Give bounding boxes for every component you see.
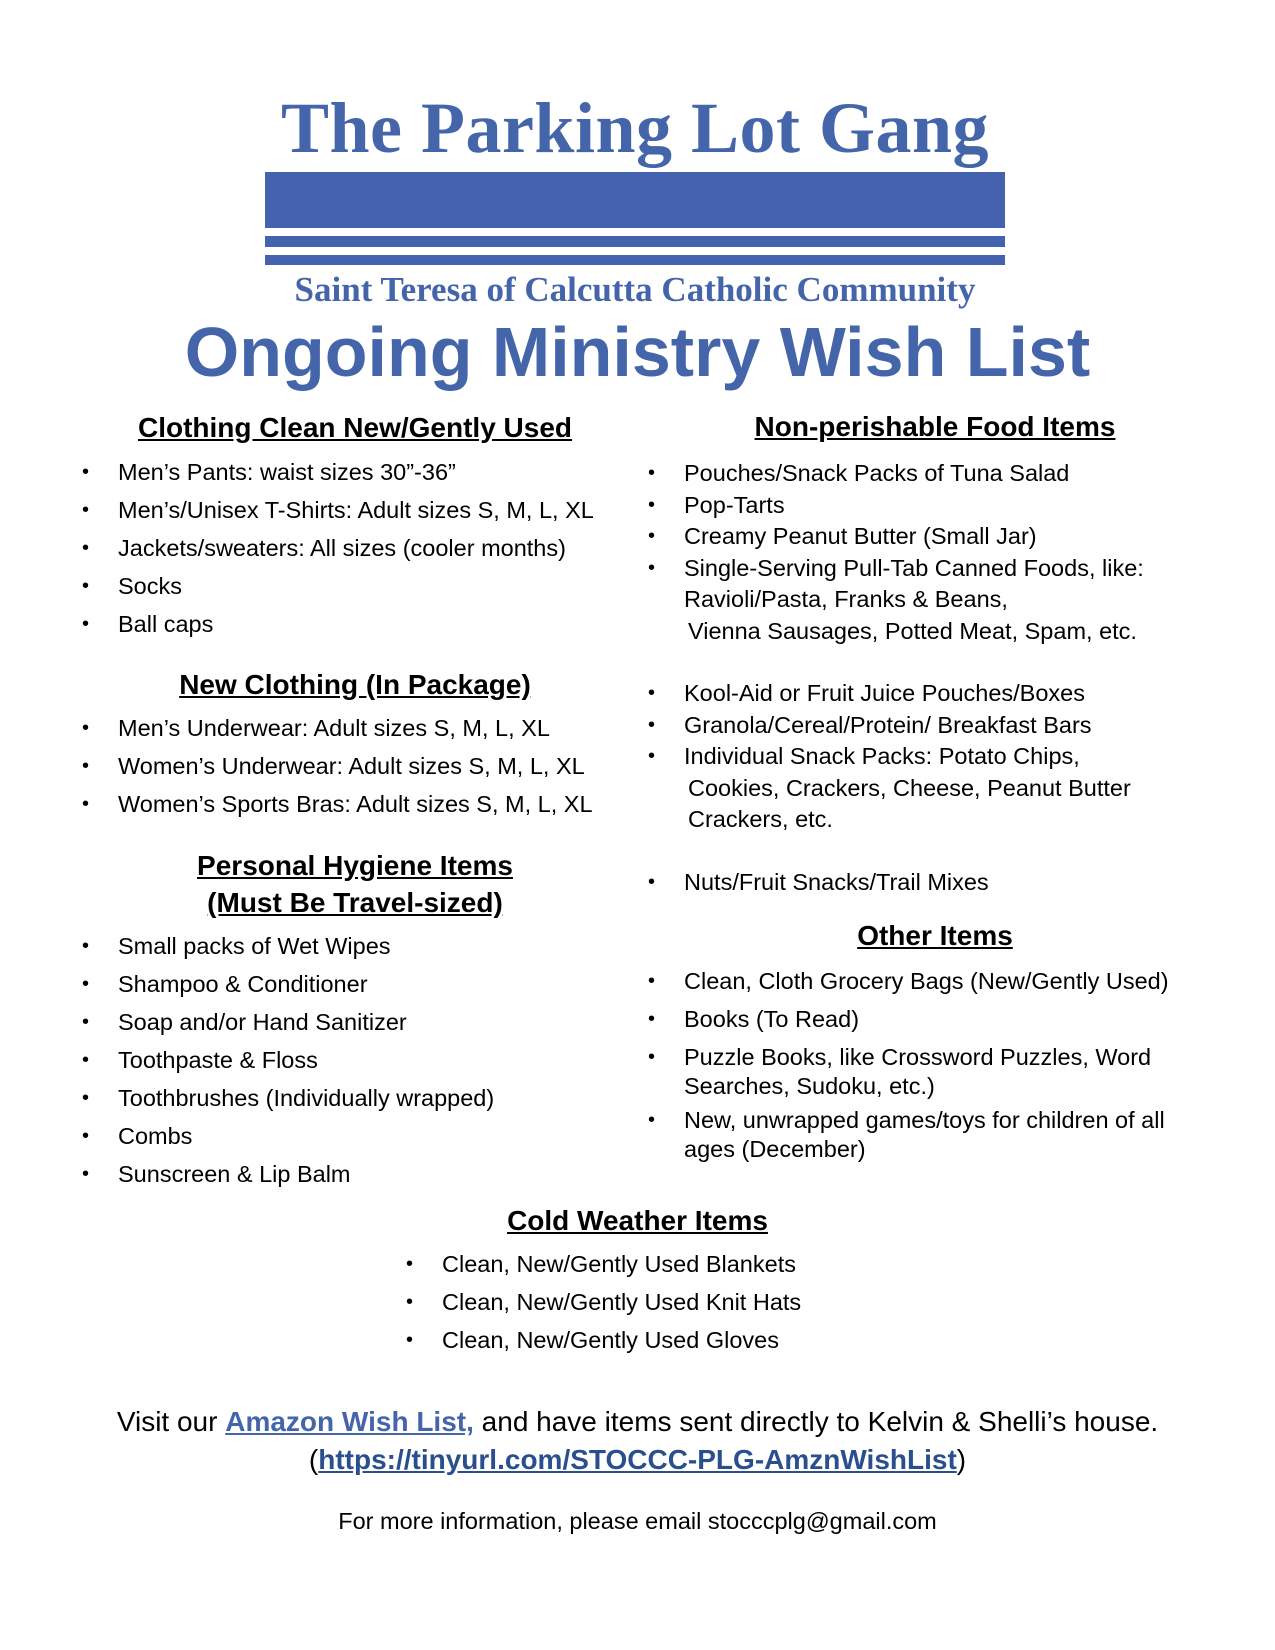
list-item: • Nuts/Fruit Snacks/Trail Mixes (648, 867, 1208, 899)
list-item: • Socks (82, 572, 642, 601)
section-heading-hygiene (80, 847, 630, 921)
list-item (648, 741, 1208, 836)
list-item: • Ball caps (82, 610, 642, 639)
list-item: • Clean, New/Gently Used Knit Hats (406, 1288, 906, 1317)
list-item (648, 553, 1208, 648)
logo-bar-thick (265, 172, 1005, 228)
list-item-line: Cookies, Crackers, Cheese, Peanut Butter (688, 774, 1131, 801)
amazon-suffix: and have items sent directly to Kelvin & Shelli’s house. (473, 1406, 1159, 1437)
list-item (648, 1043, 1218, 1101)
list-item: • Clean, New/Gently Used Blankets (406, 1250, 906, 1279)
section-heading-cold-weather: Cold Weather Items (507, 1205, 768, 1236)
list-item-line: Individual Snack Packs: Potato Chips, (684, 743, 1080, 769)
section-heading-food: Non-perishable Food Items (754, 411, 1116, 442)
list-item: • Soap and/or Hand Sanitizer (82, 1008, 642, 1037)
list-item: • Granola/Cereal/Protein/ Breakfast Bars (648, 710, 1208, 742)
list-item-line: Crackers, etc. (688, 806, 833, 832)
list-item-line: Puzzle Books, like Crossword Puzzles, Word (684, 1044, 1152, 1070)
logo-subtitle: Saint Teresa of Calcutta Catholic Community (294, 270, 976, 309)
list-item: • Combs (82, 1122, 642, 1151)
section-heading-other: Other Items (857, 920, 1013, 951)
list-item: • Pop-Tarts (648, 490, 1208, 522)
page-title: Ongoing Ministry Wish List (184, 313, 1091, 391)
list-item: • Shampoo & Conditioner (82, 970, 642, 999)
amazon-wishlist-line (0, 1403, 1275, 1441)
section-heading-hygiene-line2: (Must Be Travel-sized) (207, 887, 503, 918)
other-list (648, 967, 1218, 1173)
new-clothing-list (82, 714, 642, 828)
list-item: • Women’s Sports Bras: Adult sizes S, M, L, XL (82, 790, 642, 819)
logo-title: The Parking Lot Gang (280, 88, 990, 168)
wishlist-url-line (0, 1441, 1275, 1479)
list-item: • Jackets/sweaters: All sizes (cooler months) (82, 534, 642, 563)
logo-bar-thin (265, 255, 1005, 265)
list-item: • Pouches/Snack Packs of Tuna Salad (648, 458, 1208, 490)
section-heading-new-clothing: New Clothing (In Package) (179, 669, 531, 700)
list-item: • Sunscreen & Lip Balm (82, 1160, 642, 1189)
contact-info: For more information, please email stocccplg@gmail.com (338, 1508, 937, 1534)
list-item-line: Ravioli/Pasta, Franks & Beans, (684, 586, 1008, 612)
url-open-paren: ( (308, 1444, 319, 1475)
list-item: • Kool-Aid or Fruit Juice Pouches/Boxes (648, 678, 1208, 710)
list-item: • Men’s Underwear: Adult sizes S, M, L, XL (82, 714, 642, 743)
amazon-prefix: Visit our (116, 1406, 226, 1437)
section-heading-hygiene-line1: Personal Hygiene Items (197, 850, 513, 881)
list-item: • Men’s/Unisex T-Shirts: Adult sizes S, M, L, XL (82, 496, 642, 525)
list-item: • Creamy Peanut Butter (Small Jar) (648, 521, 1208, 553)
list-item-line: Vienna Sausages, Potted Meat, Spam, etc. (688, 617, 1137, 644)
cold-weather-list (406, 1250, 906, 1364)
list-item-line: ages (December) (684, 1136, 866, 1162)
list-item: • Men’s Pants: waist sizes 30”-36” (82, 458, 642, 487)
list-item-line: New, unwrapped games/toys for children of all (684, 1107, 1165, 1133)
wishlist-url-link[interactable]: https://tinyurl.com/STOCCC-PLG-AmznWishList (318, 1444, 957, 1475)
list-item: • Small packs of Wet Wipes (82, 932, 642, 961)
logo (265, 88, 1005, 309)
logo-bar-thin (265, 236, 1005, 247)
clothing-list (82, 458, 642, 648)
list-item: • Clean, Cloth Grocery Bags (New/Gently Used) (648, 967, 1218, 996)
list-item: • Women’s Underwear: Adult sizes S, M, L, XL (82, 752, 642, 781)
url-close-paren: ) (956, 1444, 967, 1475)
hygiene-list (82, 932, 642, 1198)
food-list (648, 458, 1208, 898)
list-item: • Books (To Read) (648, 1005, 1218, 1034)
list-item (648, 1106, 1218, 1164)
amazon-wishlist-link[interactable]: Amazon Wish List, (225, 1406, 474, 1437)
list-item: • Toothbrushes (Individually wrapped) (82, 1084, 642, 1113)
list-item: • Clean, New/Gently Used Gloves (406, 1326, 906, 1355)
section-heading-clothing: Clothing Clean New/Gently Used (137, 412, 573, 443)
list-item: • Toothpaste & Floss (82, 1046, 642, 1075)
list-item-line: Single-Serving Pull-Tab Canned Foods, like: (684, 554, 1144, 581)
list-item-line: Searches, Sudoku, etc.) (684, 1073, 935, 1099)
